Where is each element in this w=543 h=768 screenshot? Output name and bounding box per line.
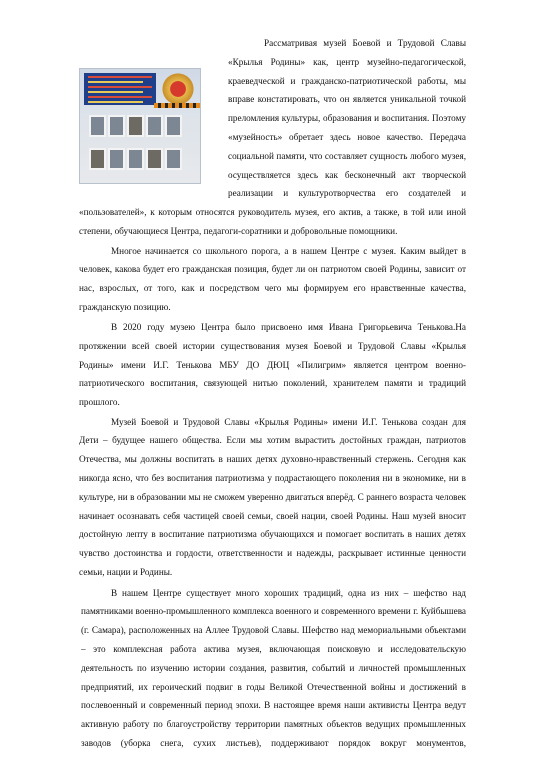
paragraph-1-line: «Крылья Родины» как, центр музейно-педагогической, (228, 56, 466, 67)
paragraph-5-line: (г. Самара), расположенных на Аллее Трудовой Славы. Шефство над мемориальными объектами (81, 625, 466, 636)
paragraph-5-line: памятниками военно-промышленного комплекса военного и современного времени г. Куйбышева (81, 606, 466, 617)
paragraph-4-line: Музей Боевой и Трудовой Славы «Крылья Родины» имени И.Г. Тенькова создан для (111, 416, 466, 427)
paragraph-5-line: – это комплексная работа актива музея, включающая поисковую и исследовательскую (81, 643, 466, 654)
paragraph-1-line: реализации и культуротворчества его создателей и (228, 188, 466, 199)
banner-graphic (84, 73, 156, 105)
paragraph-4-line: чувство достоинства и гордости, ответственности и надежды, раскрывает истинные ценности (79, 548, 466, 559)
paragraph-5-line: предприятий, их героический подвиг в годы Великой Отечественной войны и достижений в (81, 681, 466, 692)
paragraph-1-line: социальной памяти, что составляет сущность любого музея, (228, 150, 466, 161)
paragraph-2-line: нас, взрослых, от того, как и посредством чего мы формируем его нравственные качества, (79, 283, 466, 294)
paragraph-2-line: Многое начинается со школьного порога, а в нашем Центре с музея. Каким выйдет в (111, 245, 466, 256)
paragraph-1-line: краеведческой и гражданско-патриотической работы, мы (228, 75, 466, 86)
paragraph-3-line: Родины» имени И.Г. Тенькова МБУ ДО ДЮЦ «Пилигрим» является центром военно- (79, 359, 466, 370)
paragraph-4-line: Дети – будущее нашего общества. Если мы хотим вырастить достойных граждан, патриотов (79, 435, 466, 446)
museum-stand-photo (79, 68, 201, 184)
paragraph-1-line: «музейность» обретает здесь новое качество. Передача (228, 132, 466, 142)
paragraph-5-line: заводов (уборка снега, сухих листьев), поддерживают порядок вокруг монументов, (81, 737, 466, 748)
paragraph-5-line: деятельность по изучению истории создания, развития, событий и личностей промышленных (81, 662, 466, 673)
paragraph-4-line: начинает осознавать себя частицей своей семьи, своей нации, своей Родины. Наш музей вносит (79, 510, 466, 521)
paragraph-2-line: человек, какова будет его гражданская позиция, будет ли он патриотом своей Родины, зависит от (79, 264, 466, 275)
paragraph-1-line: Рассматривая музей Боевой и Трудовой Славы (264, 38, 466, 48)
paragraph-4-line: достойную лепту в воспитание патриотизма обучающихся и помогает воспитать в наших детях (79, 529, 466, 540)
paragraph-4-line: семьи, нации и Родины. (79, 566, 173, 577)
paragraph-4-line: культуре, ни в образовании мы не сможем уверенно двигаться вперёд. С раннего возраста человек (79, 491, 466, 502)
paragraph-2-line: гражданскую позицию. (79, 301, 171, 312)
paragraph-3-line: протяжении всей своей истории существования музея Боевой и Трудовой Славы «Крылья (79, 340, 466, 351)
paragraph-5-line: послевоенный и современный период эпохи. В настоящее время наши активисты Центра ведут (81, 700, 466, 711)
paragraph-3-line: В 2020 году музею Центра было присвоено имя Ивана Григорьевича Тенькова.На (111, 322, 466, 332)
paragraph-1-line: вправе констатировать, что он является уникальной точкой (228, 94, 466, 105)
paragraph-1-line: осуществляется здесь как бесконечный акт творческой (228, 169, 466, 180)
paragraph-1-line: «пользователей», к которым относятся руководитель музея, его актив, а также, в той или иной (79, 207, 466, 218)
paragraph-1-line: преломления культуры, образования и воспитания. Поэтому (228, 113, 466, 124)
portrait-frames (88, 113, 196, 178)
paragraph-3-line: прошлого. (79, 397, 120, 408)
paragraph-5-line: В нашем Центре существует много хороших традиций, одна из них – шефство над (111, 587, 466, 598)
paragraph-4-line: Отечества, мы должны воспитать в наших детях духовно-нравственный стержень. Сегодня как (79, 454, 466, 465)
paragraph-3-line: патриотического воспитания, связующей нитью поколений, хранителем памяти и традиций (79, 378, 466, 389)
paragraph-1-line: степени, обучающиеся Центра, педагоги-соратники и добровольные помощники. (79, 226, 398, 236)
order-emblem-icon (160, 71, 196, 107)
paragraph-4-line: никогда ясно, что без воспитания патриотизма у подрастающего поколения ни в экономике, ни в (79, 472, 466, 483)
paragraph-5-line: активную работу по благоустройству территории памятных объектов ведущих промышленных (81, 719, 466, 730)
st-george-ribbon-icon (154, 103, 200, 108)
